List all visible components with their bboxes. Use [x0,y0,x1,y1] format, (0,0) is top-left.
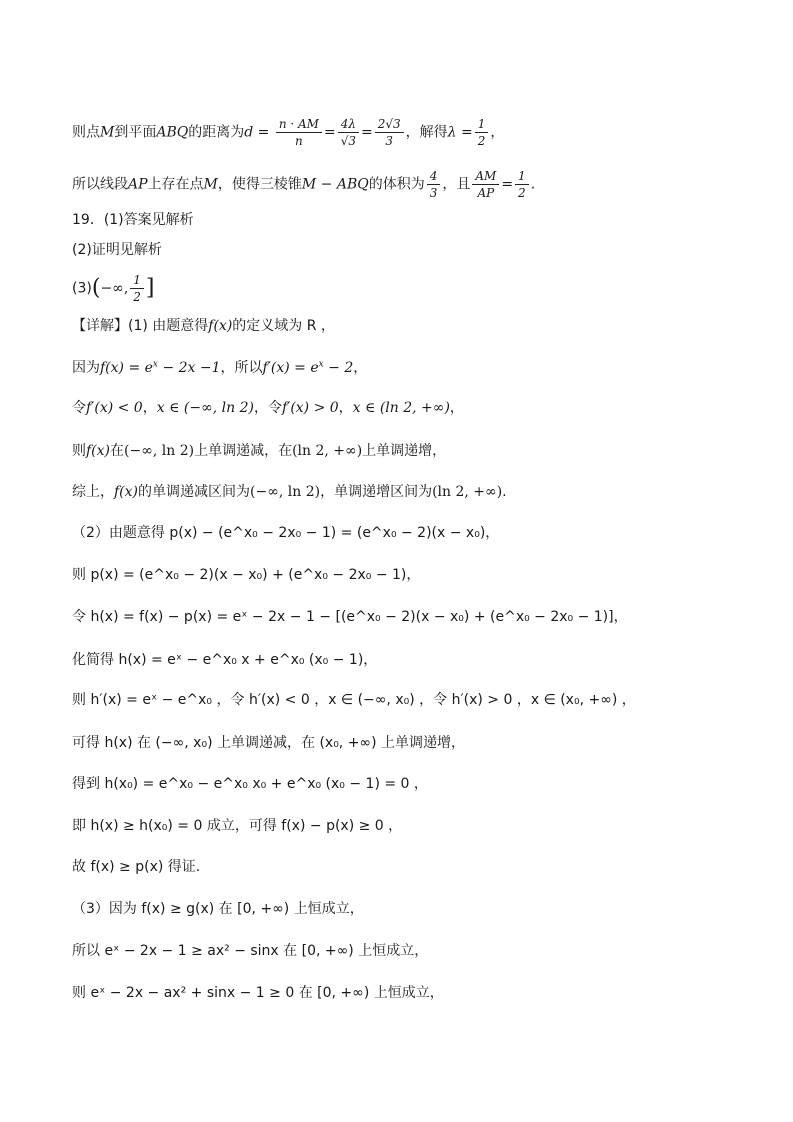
math: ABQ [156,124,189,141]
text: 则点 [72,124,100,141]
fraction-denominator: 3 [429,186,438,200]
answer-19-1: 19．(1)答案见解析 [72,212,194,228]
text: 令 [72,400,86,416]
math-sup: x [152,359,158,370]
text: ， [142,400,157,416]
detail-line-13: 即 h(x) ≥ h(x₀) = 0 成立，可得 f(x) − p(x) ≥ 0 ， [72,818,403,834]
math: x ∈ (−∞, ln 2) [156,400,254,416]
detail-line-2 [72,358,367,378]
detail-line-5 [72,482,507,502]
text: (3) [72,280,92,297]
text: ， [449,400,464,416]
math: f′(x) = e [262,360,319,376]
text: 到平面 [114,124,157,141]
fraction-numerator: 1 [515,168,529,185]
detail-line-12: 得到 h(x₀) = e^x₀ − e^x₀ x₀ + e^x₀ (x₀ − 1) = 0 ， [72,776,428,792]
text: ，所以 [220,360,263,376]
math: = [501,176,514,193]
detail-line-11: 可得 h(x) 在 (−∞, x₀) 上单调递减，在 (x₀, +∞) 上单调递增， [72,735,466,751]
detail-line-6: （2）由题意得 p(x) − (e^x₀ − 2x₀ − 1) = (e^x₀ − 2)(x − x₀)， [72,525,500,541]
math: f′(x) > 0 [281,400,339,416]
fraction-distance [276,116,322,149]
line-distance: 则点M到平面ABQ的距离为d = $\frac{n \cdot AM}{n}$ = $\frac{4\lambda}{√3}$ = $\frac{2√3}{3}$ ，解得λ = $\frac{1}{2}$ ， [72,117,505,148]
detail-line-7: 则 p(x) = (e^x₀ − 2)(x − x₀) + (e^x₀ − 2x₀ − 1)， [72,567,421,583]
fraction-denominator: 2 [477,134,486,148]
fraction-denominator: 2 [133,290,141,304]
fraction-denominator: AP [477,186,495,200]
fraction-numerator: 1 [130,272,144,289]
text: 所以线段 [72,176,128,193]
math: AP [128,176,148,193]
detail-line-15: （3）因为 f(x) ≥ g(x) 在 [0, +∞) 上恒成立， [72,901,364,917]
text: 综上， [72,484,114,500]
text: 上存在点 [147,176,204,193]
detail-line-16: 所以 eˣ − 2x − 1 ≥ ax² − sinx 在 [0, +∞) 上恒成立， [72,943,429,959]
text: 【详解】(1) 由题意得 [72,318,209,334]
detail-line-17: 则 eˣ − 2x − ax² + sinx − 1 ≥ 0 在 [0, +∞) 上恒成立， [72,985,444,1001]
text: ， [338,400,353,416]
fraction [375,116,404,149]
math: f(x) [114,484,139,500]
math: f(x) [86,443,111,459]
math: (−∞, ln 2) [250,484,321,500]
fraction-denominator: 2 [518,186,526,200]
text: ，解得 [405,124,448,141]
text: 的单调递减区间为 [138,484,251,500]
fraction-denominator: √3 [340,134,356,148]
answer-19-2: (2)证明见解析 [72,242,162,258]
math: d = [244,124,270,141]
text: 的距离为 [188,124,245,141]
fraction [427,168,441,201]
fraction [338,116,359,149]
fraction-numerator: 2√3 [375,116,404,133]
answer-19-3: (3)(−∞, $\frac{1}{2}$ ] [72,273,155,304]
math: f(x) [208,318,233,334]
fraction-numerator: 1 [475,116,489,133]
text: ， [353,360,368,376]
text: 在 [110,443,125,459]
text: 上单调递增， [362,443,447,459]
math: M [203,176,218,193]
fraction-numerator: 4λ [338,116,359,133]
detail-line-9: 化简得 h(x) = eˣ − e^x₀ x + e^x₀ (x₀ − 1)， [72,652,378,668]
math: M [100,124,115,141]
detail-line-10: 则 h′(x) = eˣ − e^x₀ ，令 h′(x) < 0 ，x ∈ (−∞, x₀) ，令 h′(x) > 0 ，x ∈ (x₀, +∞) ， [72,692,636,708]
math: x ∈ (ln 2, +∞) [352,400,450,416]
math: λ = [447,124,473,141]
text: ，且 [442,176,471,193]
math-sup: x [318,359,324,370]
detail-line-4 [72,441,446,461]
text: ，使得三棱锥 [217,176,302,193]
line-conclusion [72,168,535,201]
text: ， [490,124,505,141]
text: . [502,484,507,500]
text: ，单调递增区间为 [320,484,433,500]
fraction [472,168,499,201]
text: ，令 [253,400,282,416]
fraction-numerator: 4 [427,168,441,185]
math: −∞, [100,280,129,297]
text: 的定义域为 R ， [232,318,335,334]
fraction-numerator: AM [472,168,499,185]
math: (ln 2, +∞) [432,484,503,500]
fraction-denominator: n [295,134,303,148]
detail-line-3 [72,398,464,418]
text: 上单调递减，在 [194,443,293,459]
fraction [515,168,529,201]
fraction [475,116,489,149]
text: . [530,176,536,193]
text: 的体积为 [368,176,425,193]
math: − 2x −1 [158,360,221,376]
math: (ln 2, +∞) [292,443,363,459]
detail-line-8: 令 h(x) = f(x) − p(x) = eˣ − 2x − 1 − [(e^x₀ − 2)(x − x₀) + (e^x₀ − 2x₀ − 1)]， [72,609,628,625]
fraction-numerator: n · AM [276,116,322,133]
math: f′(x) < 0 [86,400,143,416]
detail-line-14: 故 f(x) ≥ p(x) 得证. [72,859,201,875]
math: f(x) = e [100,360,153,376]
math: M − ABQ [301,176,369,193]
fraction [130,272,144,305]
detail-line-1 [72,316,335,336]
math: − 2 [323,360,354,376]
fraction-denominator: 3 [385,134,393,148]
math: (−∞, ln 2) [124,443,195,459]
text: 因为 [72,360,100,376]
text: 则 [72,443,86,459]
